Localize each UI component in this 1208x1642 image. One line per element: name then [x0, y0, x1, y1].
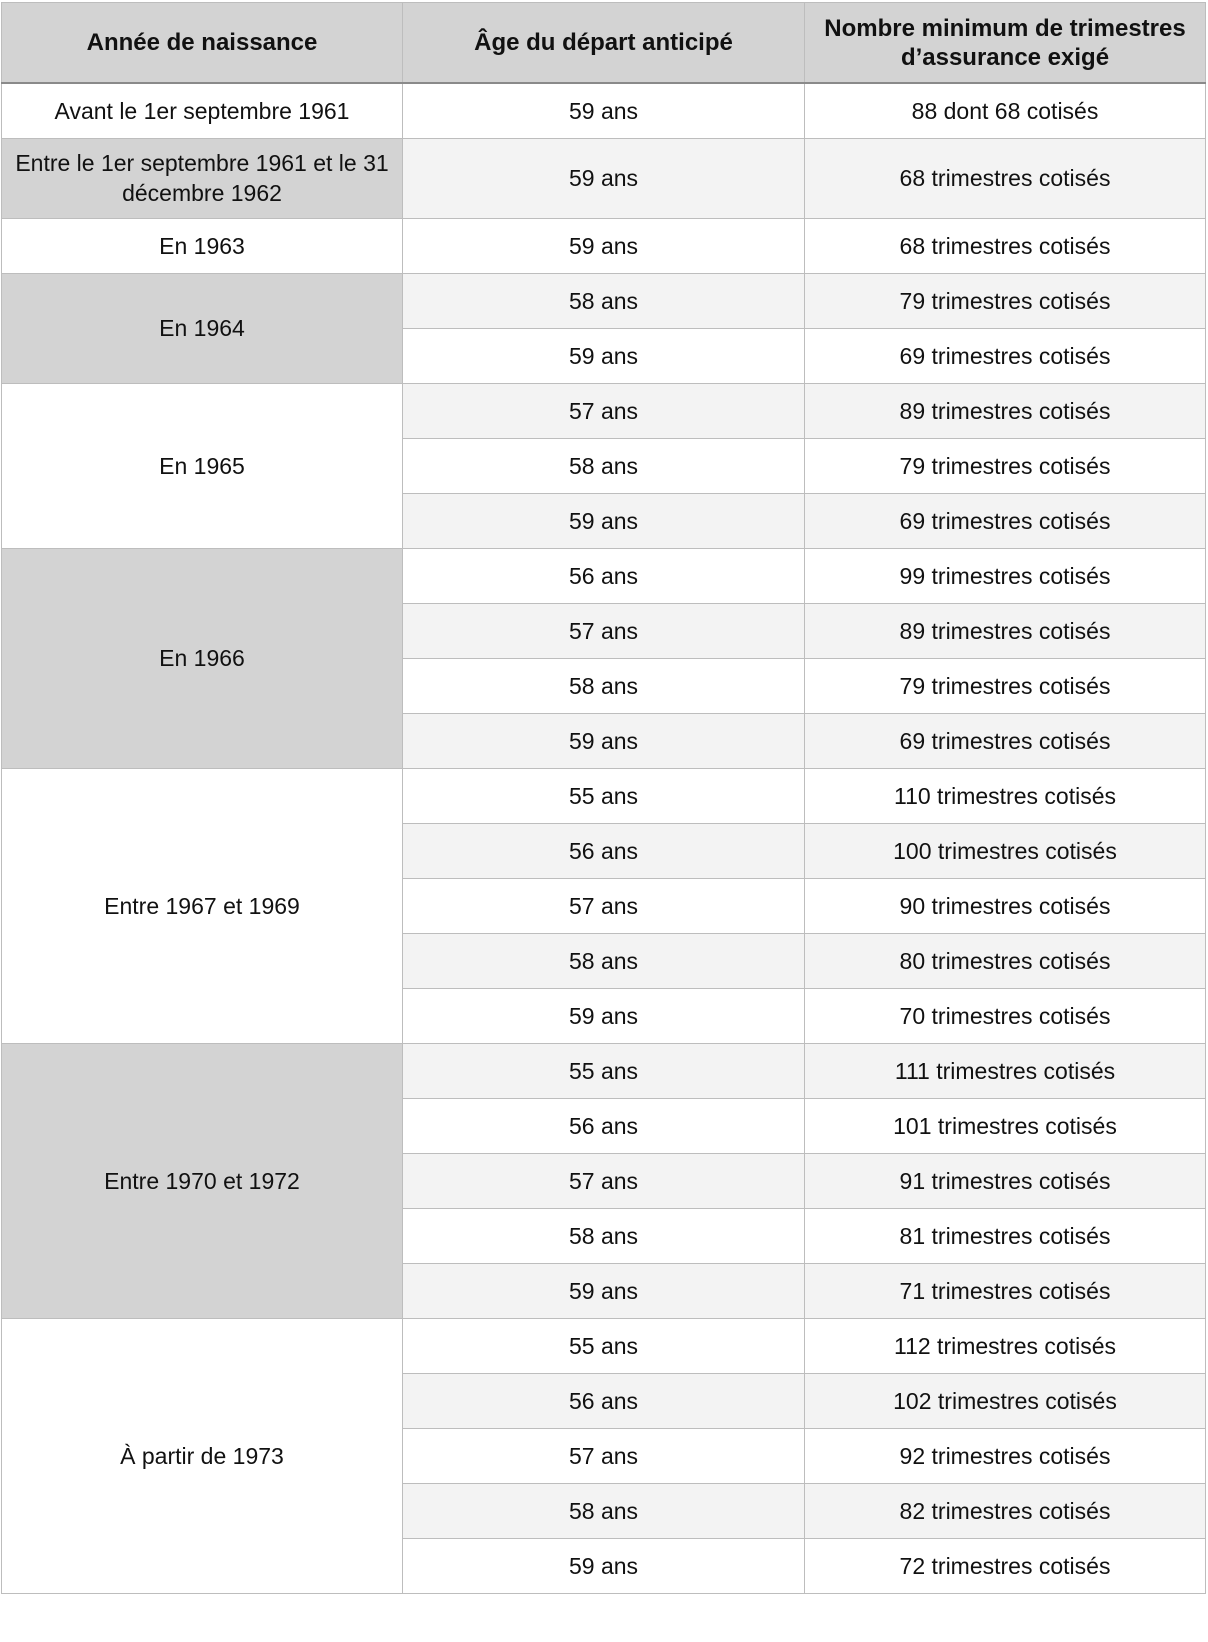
- departure-age-cell: 59 ans: [403, 1538, 805, 1593]
- retirement-table: [1, 2, 1206, 1594]
- min-quarters-cell: 112 trimestres cotisés: [805, 1318, 1206, 1373]
- birth-year-cell: Entre 1967 et 1969: [2, 768, 403, 1043]
- min-quarters-cell: 81 trimestres cotisés: [805, 1208, 1206, 1263]
- departure-age-cell: 59 ans: [403, 713, 805, 768]
- min-quarters-cell: 79 trimestres cotisés: [805, 438, 1206, 493]
- header-min-quarters: Nombre minimum de trimestres d’assurance exigé: [805, 3, 1206, 84]
- min-quarters-cell: 82 trimestres cotisés: [805, 1483, 1206, 1538]
- min-quarters-cell: 69 trimestres cotisés: [805, 493, 1206, 548]
- departure-age-cell: 57 ans: [403, 603, 805, 658]
- table-row: [2, 273, 1206, 328]
- departure-age-cell: 55 ans: [403, 1043, 805, 1098]
- min-quarters-cell: 90 trimestres cotisés: [805, 878, 1206, 933]
- table-row: [2, 768, 1206, 823]
- min-quarters-cell: 89 trimestres cotisés: [805, 383, 1206, 438]
- table-row: [2, 383, 1206, 438]
- min-quarters-cell: 101 trimestres cotisés: [805, 1098, 1206, 1153]
- departure-age-cell: 59 ans: [403, 1263, 805, 1318]
- departure-age-cell: 57 ans: [403, 878, 805, 933]
- birth-year-cell: En 1966: [2, 548, 403, 768]
- birth-year-cell: Avant le 1er septembre 1961: [2, 83, 403, 138]
- min-quarters-cell: 79 trimestres cotisés: [805, 658, 1206, 713]
- min-quarters-cell: 110 trimestres cotisés: [805, 768, 1206, 823]
- table-body: [2, 83, 1206, 1593]
- departure-age-cell: 56 ans: [403, 1098, 805, 1153]
- min-quarters-cell: 69 trimestres cotisés: [805, 713, 1206, 768]
- table-row: [2, 548, 1206, 603]
- departure-age-cell: 56 ans: [403, 1373, 805, 1428]
- birth-year-cell: En 1965: [2, 383, 403, 548]
- departure-age-cell: 58 ans: [403, 1208, 805, 1263]
- min-quarters-cell: 99 trimestres cotisés: [805, 548, 1206, 603]
- table-row: [2, 1043, 1206, 1098]
- table-row: [2, 218, 1206, 273]
- min-quarters-cell: 91 trimestres cotisés: [805, 1153, 1206, 1208]
- min-quarters-cell: 69 trimestres cotisés: [805, 328, 1206, 383]
- departure-age-cell: 57 ans: [403, 1153, 805, 1208]
- min-quarters-cell: 70 trimestres cotisés: [805, 988, 1206, 1043]
- departure-age-cell: 58 ans: [403, 1483, 805, 1538]
- birth-year-cell: À partir de 1973: [2, 1318, 403, 1593]
- header-departure-age: Âge du départ anticipé: [403, 3, 805, 84]
- departure-age-cell: 58 ans: [403, 438, 805, 493]
- departure-age-cell: 55 ans: [403, 1318, 805, 1373]
- min-quarters-cell: 68 trimestres cotisés: [805, 138, 1206, 218]
- min-quarters-cell: 72 trimestres cotisés: [805, 1538, 1206, 1593]
- table-row: [2, 138, 1206, 218]
- min-quarters-cell: 79 trimestres cotisés: [805, 273, 1206, 328]
- min-quarters-cell: 71 trimestres cotisés: [805, 1263, 1206, 1318]
- departure-age-cell: 59 ans: [403, 83, 805, 138]
- min-quarters-cell: 80 trimestres cotisés: [805, 933, 1206, 988]
- departure-age-cell: 58 ans: [403, 933, 805, 988]
- departure-age-cell: 56 ans: [403, 548, 805, 603]
- departure-age-cell: 55 ans: [403, 768, 805, 823]
- birth-year-cell: En 1963: [2, 218, 403, 273]
- birth-year-cell: En 1964: [2, 273, 403, 383]
- departure-age-cell: 59 ans: [403, 328, 805, 383]
- departure-age-cell: 57 ans: [403, 1428, 805, 1483]
- departure-age-cell: 59 ans: [403, 988, 805, 1043]
- min-quarters-cell: 102 trimestres cotisés: [805, 1373, 1206, 1428]
- min-quarters-cell: 68 trimestres cotisés: [805, 218, 1206, 273]
- departure-age-cell: 58 ans: [403, 658, 805, 713]
- min-quarters-cell: 89 trimestres cotisés: [805, 603, 1206, 658]
- table-row: [2, 83, 1206, 138]
- departure-age-cell: 57 ans: [403, 383, 805, 438]
- min-quarters-cell: 100 trimestres cotisés: [805, 823, 1206, 878]
- birth-year-cell: Entre le 1er septembre 1961 et le 31 décembre 1962: [2, 138, 403, 218]
- departure-age-cell: 59 ans: [403, 493, 805, 548]
- table-row: [2, 1318, 1206, 1373]
- departure-age-cell: 59 ans: [403, 138, 805, 218]
- min-quarters-cell: 111 trimestres cotisés: [805, 1043, 1206, 1098]
- min-quarters-cell: 92 trimestres cotisés: [805, 1428, 1206, 1483]
- departure-age-cell: 59 ans: [403, 218, 805, 273]
- table-header: [2, 3, 1206, 84]
- birth-year-cell: Entre 1970 et 1972: [2, 1043, 403, 1318]
- header-birth-year: Année de naissance: [2, 3, 403, 84]
- min-quarters-cell: 88 dont 68 cotisés: [805, 83, 1206, 138]
- departure-age-cell: 56 ans: [403, 823, 805, 878]
- departure-age-cell: 58 ans: [403, 273, 805, 328]
